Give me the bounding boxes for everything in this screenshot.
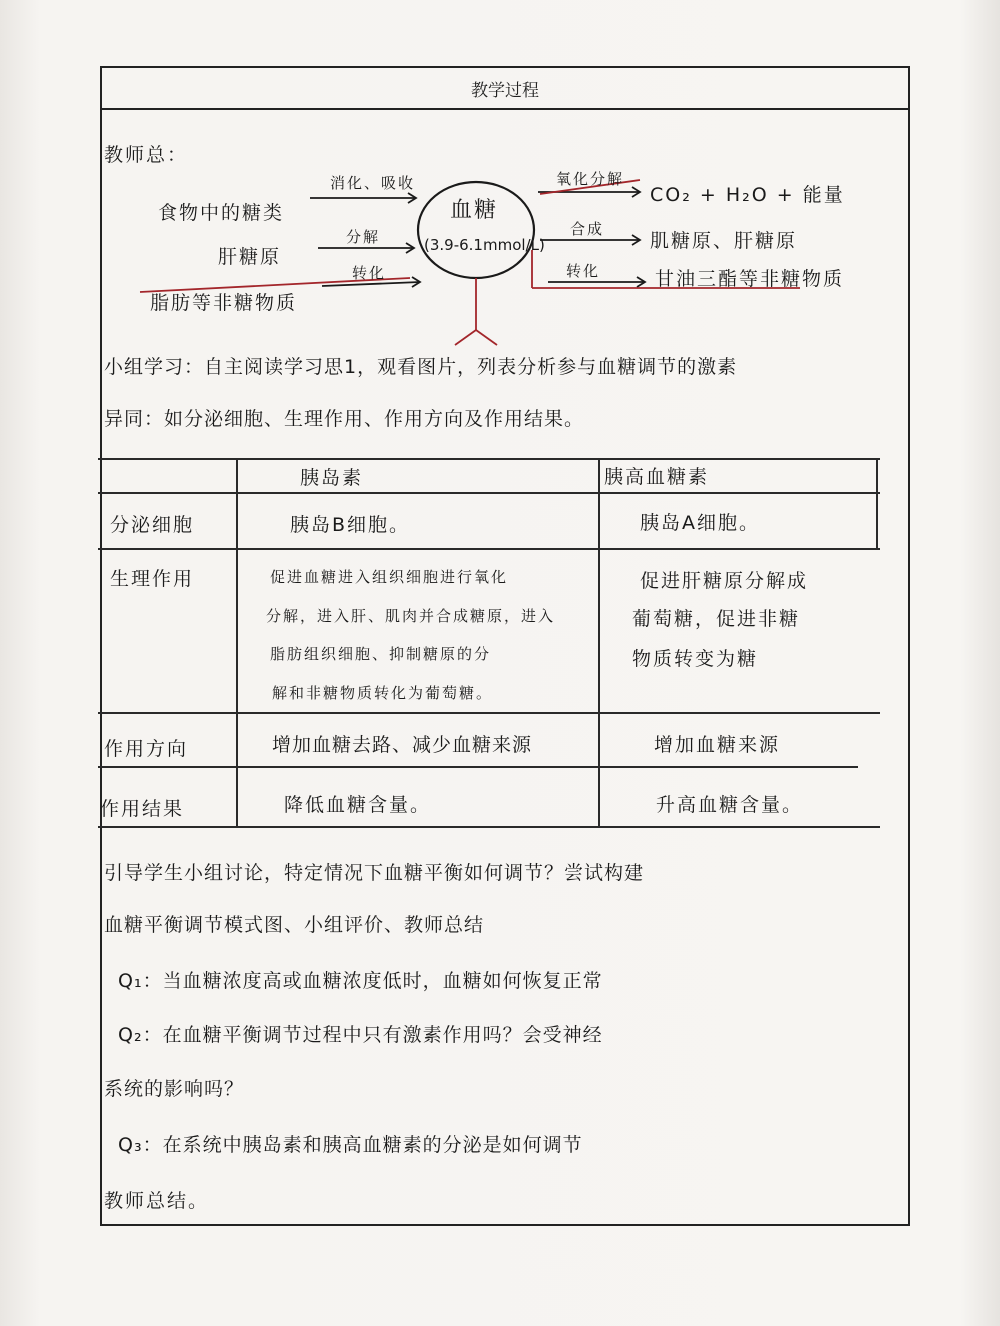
- row-label-physiological-effect: 生理作用: [110, 568, 195, 590]
- glucose-center-label: 血糖: [450, 198, 499, 223]
- table-column-rule: [876, 458, 878, 548]
- output-synthesis: 肌糖原、肝糖原: [650, 230, 798, 252]
- group-study-line2: 异同：如分泌细胞、生理作用、作用方向及作用结果。: [104, 408, 585, 430]
- insulin-direction: 增加血糖去路、减少血糖来源: [272, 734, 533, 756]
- source-liver-glycogen: 肝糖原: [218, 246, 282, 268]
- glucagon-secretory-cell: 胰岛A细胞。: [640, 512, 760, 534]
- insulin-effect-line: 促进血糖进入组织细胞进行氧化: [270, 568, 509, 586]
- output-oxidation-arrow-label: 氧化分解: [556, 170, 625, 188]
- closing-summary: 教师总结。: [104, 1190, 210, 1212]
- glucagon-effect-line: 物质转变为糖: [632, 648, 759, 670]
- source-food-arrow-label: 消化、吸收: [330, 174, 416, 192]
- discussion-line1: 引导学生小组讨论，特定情况下血糖平衡如何调节？尝试构建: [104, 862, 645, 884]
- table-rule: [98, 826, 880, 828]
- glucagon-result: 升高血糖含量。: [656, 794, 804, 816]
- question-2a: Q₂：在血糖平衡调节过程中只有激素作用吗？会受神经: [118, 1024, 603, 1046]
- source-non-sugar: 脂肪等非糖物质: [150, 292, 298, 314]
- source-non-sugar-arrow-label: 转化: [352, 264, 387, 282]
- table-column-rule: [236, 458, 238, 826]
- insulin-secretory-cell: 胰岛B细胞。: [290, 514, 411, 536]
- insulin-result: 降低血糖含量。: [284, 794, 432, 816]
- table-rule: [98, 458, 880, 460]
- table-rule: [98, 492, 880, 494]
- question-1: Q₁：当血糖浓度高或血糖浓度低时，血糖如何恢复正常: [118, 970, 603, 992]
- row-label-direction: 作用方向: [104, 738, 189, 760]
- output-conversion: 甘油三酯等非糖物质: [655, 268, 845, 290]
- question-2b: 系统的影响吗？: [104, 1078, 245, 1100]
- section-header: 教学过程: [102, 68, 908, 110]
- insulin-effect-line: 解和非糖物质转化为葡萄糖。: [272, 684, 494, 702]
- table-rule: [98, 548, 880, 550]
- header-insulin: 胰岛素: [300, 467, 364, 489]
- source-food: 食物中的糖类: [158, 202, 285, 224]
- question-3: Q₃：在系统中胰岛素和胰高血糖素的分泌是如何调节: [118, 1134, 583, 1156]
- source-liver-arrow-label: 分解: [346, 228, 381, 246]
- insulin-effect-line: 脂肪组织细胞、抑制糖原的分: [270, 645, 492, 663]
- output-conversion-arrow-label: 转化: [566, 262, 601, 280]
- glucagon-direction: 增加血糖来源: [654, 734, 781, 756]
- output-oxidation: CO₂ + H₂O + 能量: [650, 184, 845, 206]
- output-synthesis-arrow-label: 合成: [570, 220, 605, 238]
- glucagon-effect-line: 葡萄糖，促进非糖: [632, 608, 801, 630]
- insulin-effect-line: 分解，进入肝、肌肉并合成糖原，进入: [266, 607, 556, 625]
- glucagon-effect-line: 促进肝糖原分解成: [640, 570, 809, 592]
- table-column-rule: [598, 458, 600, 826]
- row-label-secretory-cell: 分泌细胞: [110, 514, 195, 536]
- row-label-result: 作用结果: [100, 798, 185, 820]
- table-rule: [98, 766, 858, 768]
- header-glucagon: 胰高血糖素: [604, 466, 710, 488]
- glucose-range: (3.9-6.1mmol/L): [424, 236, 545, 254]
- group-study-line1: 小组学习：自主阅读学习思1，观看图片，列表分析参与血糖调节的激素: [104, 356, 738, 378]
- table-rule: [98, 712, 880, 714]
- teacher-summary-label: 教师总：: [104, 144, 189, 166]
- discussion-line2: 血糖平衡调节模式图、小组评价、教师总结: [104, 914, 485, 936]
